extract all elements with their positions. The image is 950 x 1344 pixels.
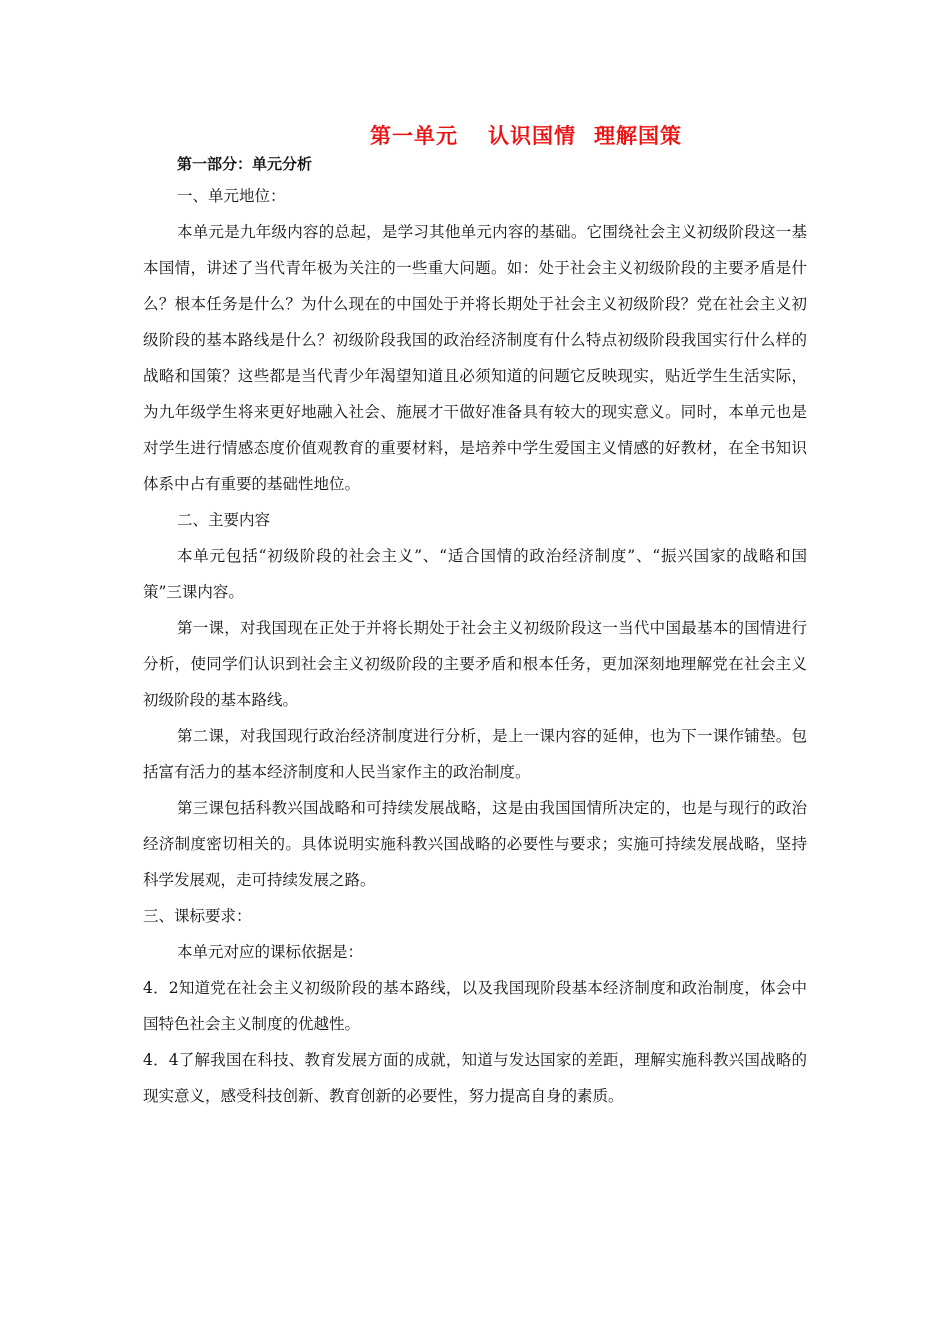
paragraph-lesson-3: 第三课包括科教兴国战略和可持续发展战略，这是由我国国情所决定的，也是与现行的政治经济制度密切相关的。具体说明实施科教兴国战略的必要性与要求；实施可持续发展战略，坚持科学发展观，走可持续发展之路。 [143, 799, 807, 889]
paragraph-content-overview: 本单元包括“初级阶段的社会主义”、“适合国情的政治经济制度”、“振兴国家的战略和国策”三课内容。 [143, 547, 807, 601]
document-body [143, 178, 807, 1114]
paragraph-position: 本单元是九年级内容的总起，是学习其他单元内容的基础。它围绕社会主义初级阶段这一基本国情，讲述了当代青年极为关注的一些重大问题。如：处于社会主义初级阶段的主要矛盾是什么？根本任务是什么？为什么现在的中国处于并将长期处于社会主义初级阶段？党在社会主义初级阶段的基本路线是什么？初级阶段我国的政治经济制度有什么特点初级阶段我国实行什么样的战略和国策？这些都是当代青少年渴望知道且必须知道的问题它反映现实，贴近学生生活实际，为九年级学生将来更好地融入社会、施展才干做好准备具有较大的现实意义。同时，本单元也是对学生进行情感态度价值观教育的重要材料，是培养中学生爱国主义情感的好教材，在全书知识体系中占有重要的基础性地位。 [143, 223, 807, 493]
document-title [370, 120, 682, 150]
title-unit: 第一单元 [370, 124, 458, 148]
paragraph-standard-4-2: 4．2知道党在社会主义初级阶段的基本路线，以及我国现阶段基本经济制度和政治制度，体会中国特色社会主义制度的优越性。 [143, 979, 807, 1033]
paragraph-lesson-2: 第二课，对我国现行政治经济制度进行分析，是上一课内容的延伸，也为下一课作铺垫。包括富有活力的基本经济制度和人民当家作主的政治制度。 [143, 727, 807, 781]
section-heading-position: 一、单元地位： [177, 187, 286, 205]
section-heading-standards: 三、课标要求： [143, 907, 252, 925]
paragraph-standard-4-4: 4．4了解我国在科技、教育发展方面的成就，知道与发达国家的差距，理解实施科教兴国战略的现实意义，感受科技创新、教育创新的必要性，努力提高自身的素质。 [143, 1051, 807, 1105]
title-theme-1: 认识国情 [488, 124, 576, 148]
part-heading: 第一部分：单元分析 [177, 155, 313, 173]
paragraph-standards-intro: 本单元对应的课标依据是： [177, 943, 364, 961]
paragraph-lesson-1: 第一课，对我国现在正处于并将长期处于社会主义初级阶段这一当代中国最基本的国情进行分析，使同学们认识到社会主义初级阶段的主要矛盾和根本任务，更加深刻地理解党在社会主义初级阶段的基本路线。 [143, 619, 807, 709]
section-heading-content: 二、主要内容 [177, 511, 271, 529]
title-theme-2: 理解国策 [594, 124, 682, 148]
